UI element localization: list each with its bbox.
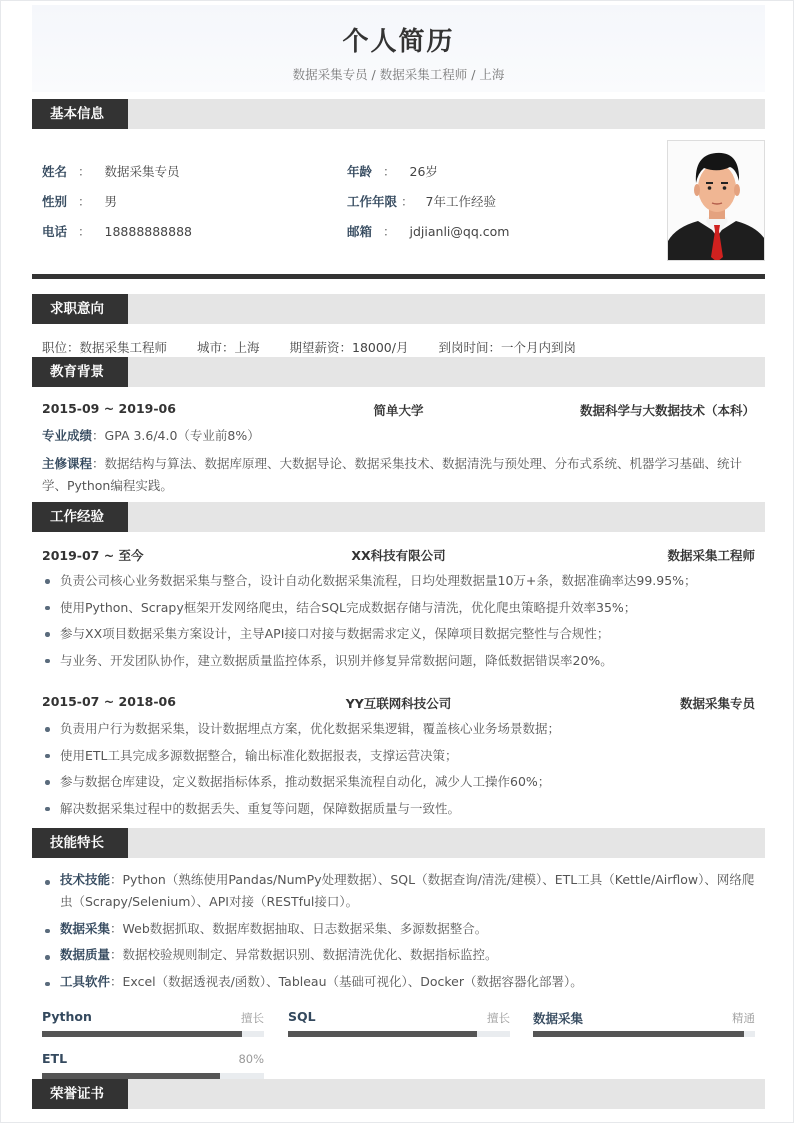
section-work-experience xyxy=(32,502,765,532)
divider xyxy=(32,274,765,279)
info-name: 姓名 ： 数据采集专员 xyxy=(42,164,180,179)
intent-arrival: 到岗时间：一个月内到岗 xyxy=(438,340,576,355)
age-value: 26岁 xyxy=(409,164,438,179)
info-email: 邮箱 ： jdjianli@qq.com xyxy=(347,224,510,239)
work-role: 数据采集工程师 xyxy=(667,548,755,563)
list-item: 数据质量：数据校验规则制定、异常数据识别、数据清洗优化、数据指标监控。 xyxy=(42,944,755,966)
section-title: 求职意向 xyxy=(32,294,128,324)
work-period: 2019-07 ~ 至今 xyxy=(42,548,144,563)
work-role: 数据采集专员 xyxy=(679,696,755,711)
education-gpa: 专业成绩：GPA 3.6/4.0（专业前8%） xyxy=(42,428,260,443)
list-item: 与业务、开发团队协作，建立数据质量监控体系，识别并修复异常数据问题，降低数据错误率20%。 xyxy=(42,648,762,675)
list-item: 使用Python、Scrapy框架开发网络爬虫，结合SQL完成数据存储与清洗，优化爬虫策略提升效率35%； xyxy=(42,595,762,622)
skill-bar-sql: SQL 擅长 xyxy=(288,1009,510,1049)
work-bullets xyxy=(42,568,762,674)
email-value: jdjianli@qq.com xyxy=(409,224,510,239)
list-item: 参与数据仓库建设，定义数据指标体系，推动数据采集流程自动化，减少人工操作60%； xyxy=(42,769,762,796)
work-period: 2015-07 ~ 2018-06 xyxy=(42,694,176,709)
section-job-intent xyxy=(32,294,765,324)
resume-title: 个人简历 xyxy=(342,27,455,57)
work-company: XX科技有限公司 xyxy=(351,548,446,563)
education-courses: 主修课程：数据结构与算法、数据库原理、大数据导论、数据采集技术、数据清洗与预处理、分布式系统、机器学习基础、统计学、Python编程实践。 xyxy=(42,456,743,493)
avatar-icon xyxy=(668,141,765,261)
section-title: 基本信息 xyxy=(32,99,128,129)
list-item: 使用ETL工具完成多源数据整合，输出标准化数据报表，支撑运营决策； xyxy=(42,743,762,770)
skill-bar-etl: ETL 80% xyxy=(42,1051,264,1091)
education-major: 数据科学与大数据技术（本科） xyxy=(579,403,755,418)
list-item: 负责用户行为数据采集，设计数据埋点方案，优化数据采集逻辑，覆盖核心业务场景数据； xyxy=(42,716,762,743)
education-header xyxy=(42,401,755,419)
section-title: 教育背景 xyxy=(32,357,128,387)
info-years: 工作年限 ： 7年工作经验 xyxy=(347,194,496,209)
years-value: 7年工作经验 xyxy=(425,194,496,209)
intent-city: 城市：上海 xyxy=(197,340,260,355)
work-bullets xyxy=(42,716,762,822)
list-item: 工具软件：Excel（数据透视表/函数）、Tableau（基础可视化）、Docker（数据容器化部署）。 xyxy=(42,971,755,993)
section-title: 工作经验 xyxy=(32,502,128,532)
education-school: 简单大学 xyxy=(373,403,424,418)
phone-value: 18888888888 xyxy=(104,224,192,239)
list-item: 解决数据采集过程中的数据丢失、重复等问题，保障数据质量与一致性。 xyxy=(42,796,762,823)
skill-bar-data-collection: 数据采集 精通 xyxy=(533,1009,755,1049)
list-item: 技术技能：Python（熟练使用Pandas/NumPy处理数据）、SQL（数据查询/清洗/建模）、ETL工具（Kettle/Airflow）、网络爬虫（Scrapy/Selenium）、API对接（RESTful接口）。 xyxy=(42,869,755,913)
gender-value: 男 xyxy=(104,194,118,209)
info-gender: 性别 ： 男 xyxy=(42,194,118,209)
work-header xyxy=(42,694,755,712)
section-title: 技能特长 xyxy=(32,828,128,858)
list-item: 数据采集：Web数据抓取、数据库数据抽取、日志数据采集、多源数据整合。 xyxy=(42,918,755,940)
section-education xyxy=(32,357,765,387)
work-company: YY互联网科技公司 xyxy=(345,696,452,711)
education-period: 2015-09 ~ 2019-06 xyxy=(42,401,176,416)
section-honors xyxy=(32,1079,765,1109)
intent-salary: 期望薪资：18000/月 xyxy=(289,340,409,355)
info-phone: 电话 ： 18888888888 xyxy=(42,224,192,239)
intent-position: 职位：数据采集工程师 xyxy=(42,340,168,355)
resume-subtitle: 数据采集专员 / 数据采集工程师 / 上海 xyxy=(292,67,505,82)
name-value: 数据采集专员 xyxy=(104,164,180,179)
section-skills xyxy=(32,828,765,858)
skills-list xyxy=(42,869,755,997)
skill-bar-python: Python 擅长 xyxy=(42,1009,264,1049)
work-header xyxy=(42,546,755,564)
job-intent-row xyxy=(42,338,602,356)
list-item: 参与XX项目数据采集方案设计，主导API接口对接与数据需求定义，保障项目数据完整性与合规性； xyxy=(42,621,762,648)
section-title: 荣誉证书 xyxy=(32,1079,128,1109)
section-basic-info xyxy=(32,99,765,129)
resume-header xyxy=(32,5,765,92)
avatar-photo xyxy=(667,140,765,261)
list-item: 负责公司核心业务数据采集与整合，设计自动化数据采集流程，日均处理数据量10万+条，数据准确率达99.95%； xyxy=(42,568,762,595)
info-age: 年龄 ： 26岁 xyxy=(347,164,438,179)
